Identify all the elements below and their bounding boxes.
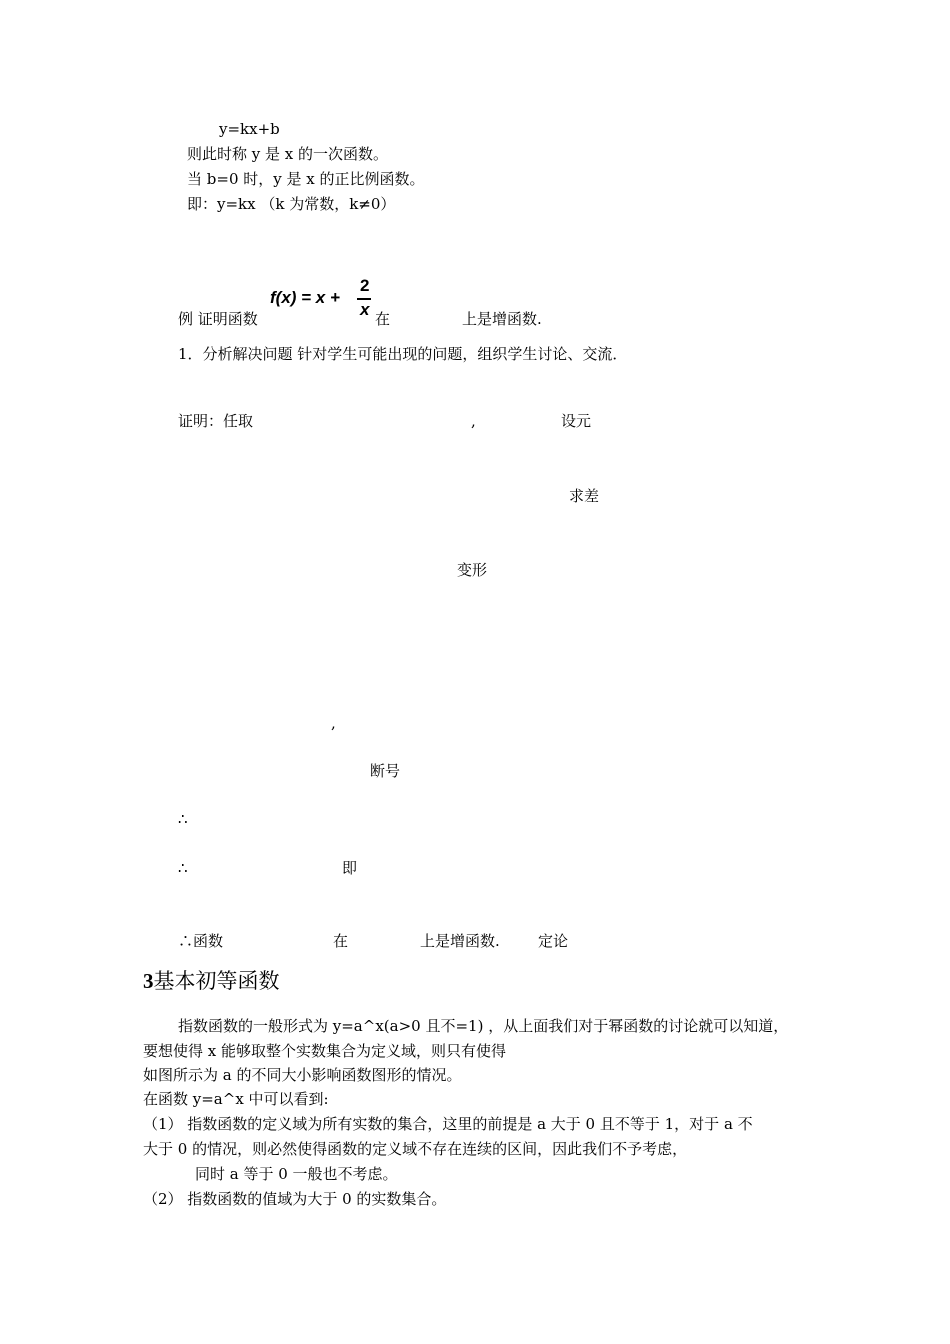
that-is-label: 即 bbox=[342, 859, 358, 877]
body-paragraph-3: 如图所示为 a 的不同大小影响函数图形的情况。 bbox=[143, 1066, 462, 1084]
proof-start: 证明：任取 bbox=[178, 412, 254, 430]
step-difference: 求差 bbox=[569, 487, 600, 505]
proportional-function-formula: 即：y=kx （k 为常数，k≠0） bbox=[187, 195, 396, 213]
body-paragraph-1: 指数函数的一般形式为 y=a^x(a>0 且不=1) ，从上面我们对于幂函数的讨论就可以知道， bbox=[178, 1017, 789, 1035]
section-title: 基本初等函数 bbox=[153, 969, 280, 993]
list-item-2: （2） 指数函数的值域为大于 0 的实数集合。 bbox=[143, 1190, 447, 1208]
proof-comma: , bbox=[471, 412, 476, 430]
linear-function-formula: y=kx+b bbox=[219, 120, 280, 138]
formula-lhs: f(x) = x + bbox=[270, 288, 340, 307]
list-item-1-line-3: 同时 a 等于 0 一般也不考虑。 bbox=[195, 1165, 398, 1183]
analysis-line: 1．分析解决问题 针对学生可能出现的问题，组织学生讨论、交流． bbox=[178, 345, 628, 363]
list-item-1-line-2: 大于 0 的情况，则必然使得函数的定义域不存在连续的区间，因此我们不予考虑， bbox=[143, 1140, 688, 1158]
step-set-elements: 设元 bbox=[561, 412, 592, 430]
formula-denominator: x bbox=[360, 300, 370, 319]
list-item-1-line-1: （1） 指数函数的定义域为所有实数的集合，这里的前提是 a 大于 0 且不等于 1，对于 a 不 bbox=[143, 1115, 753, 1133]
section-heading bbox=[143, 968, 280, 994]
example-in: 在 bbox=[375, 310, 391, 328]
body-paragraph-4: 在函数 y=a^x 中可以看到: bbox=[143, 1090, 329, 1108]
step-conclusion: 定论 bbox=[538, 932, 569, 950]
proof-comma-2: , bbox=[331, 714, 336, 732]
therefore-symbol-2: ∴ bbox=[178, 859, 188, 877]
conclusion-prefix: ∴函数 bbox=[178, 932, 224, 950]
formula-numerator: 2 bbox=[360, 276, 370, 295]
section-number: 3 bbox=[143, 969, 154, 993]
therefore-symbol-1: ∴ bbox=[178, 810, 188, 828]
example-suffix: 上是增函数. bbox=[462, 310, 542, 328]
example-formula bbox=[268, 276, 378, 326]
proportional-function-condition: 当 b=0 时，y 是 x 的正比例函数。 bbox=[187, 170, 425, 188]
body-paragraph-2: 要想使得 x 能够取整个实数集合为定义域，则只有使得 bbox=[143, 1042, 506, 1060]
conclusion-suffix: 上是增函数. bbox=[420, 932, 500, 950]
conclusion-in: 在 bbox=[333, 932, 349, 950]
step-transform: 变形 bbox=[457, 561, 488, 579]
example-prefix: 例 证明函数 bbox=[178, 310, 258, 328]
step-judge-sign: 断号 bbox=[370, 762, 401, 780]
linear-function-definition: 则此时称 y 是 x 的一次函数。 bbox=[187, 145, 389, 163]
